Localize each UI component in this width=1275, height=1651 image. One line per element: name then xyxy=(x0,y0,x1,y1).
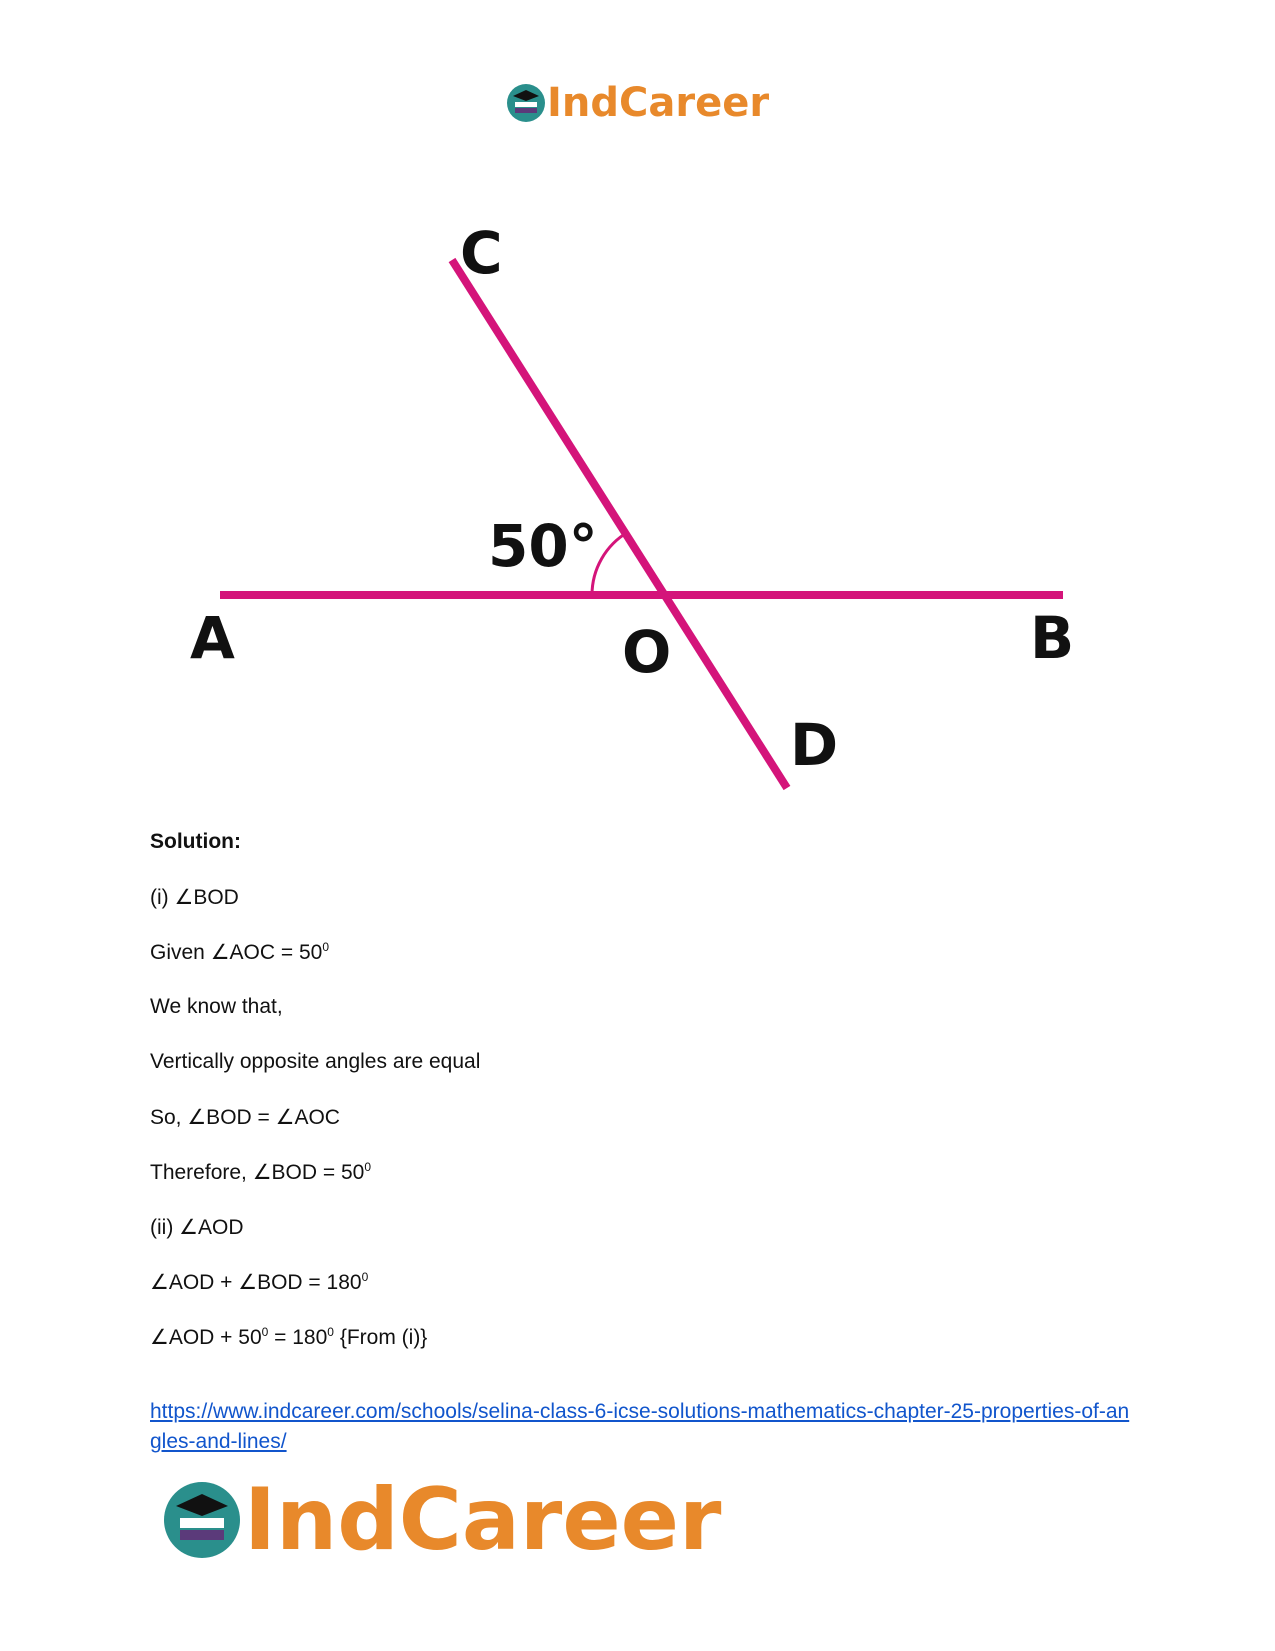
graduation-books-icon xyxy=(160,1478,244,1562)
therefore-line: Therefore, ∠BOD = $50^0$ xyxy=(150,1160,372,1184)
step-i: (i) ∠BOD xyxy=(150,886,239,909)
angle-figure xyxy=(0,200,1275,800)
label-o: O xyxy=(622,618,672,686)
header-logo xyxy=(505,78,769,128)
step-ii: (ii) ∠AOD xyxy=(150,1216,244,1239)
label-angle: 50° xyxy=(488,512,598,580)
label-d: D xyxy=(790,711,839,779)
source-link[interactable]: https://www.indcareer.com/schools/selina-class-6-icse-solutions-mathematics-chapter-25-properties-of-angles-and-lines/ xyxy=(150,1400,1130,1453)
brand-name: IndCareer xyxy=(244,1470,722,1570)
sum-line: ∠AOD + ∠BOD = $180^0$ xyxy=(150,1270,369,1294)
brand-name: IndCareer xyxy=(547,80,770,126)
label-b: B xyxy=(1030,604,1075,672)
label-c: C xyxy=(460,219,503,287)
footer-logo xyxy=(160,1470,721,1570)
property-line: Vertically opposite angles are equal xyxy=(150,1050,481,1073)
so-line: So, ∠BOD = ∠AOC xyxy=(150,1106,340,1129)
graduation-books-icon xyxy=(505,82,547,124)
label-a: A xyxy=(190,604,235,672)
solution-heading: Solution: xyxy=(150,830,241,853)
we-know-line: We know that, xyxy=(150,995,283,1018)
given-line: Given ∠AOC = $50^0$ xyxy=(150,940,330,964)
substitute-line: ∠AOD + $50^0 = 180^0$ {From (i)} xyxy=(150,1325,428,1349)
